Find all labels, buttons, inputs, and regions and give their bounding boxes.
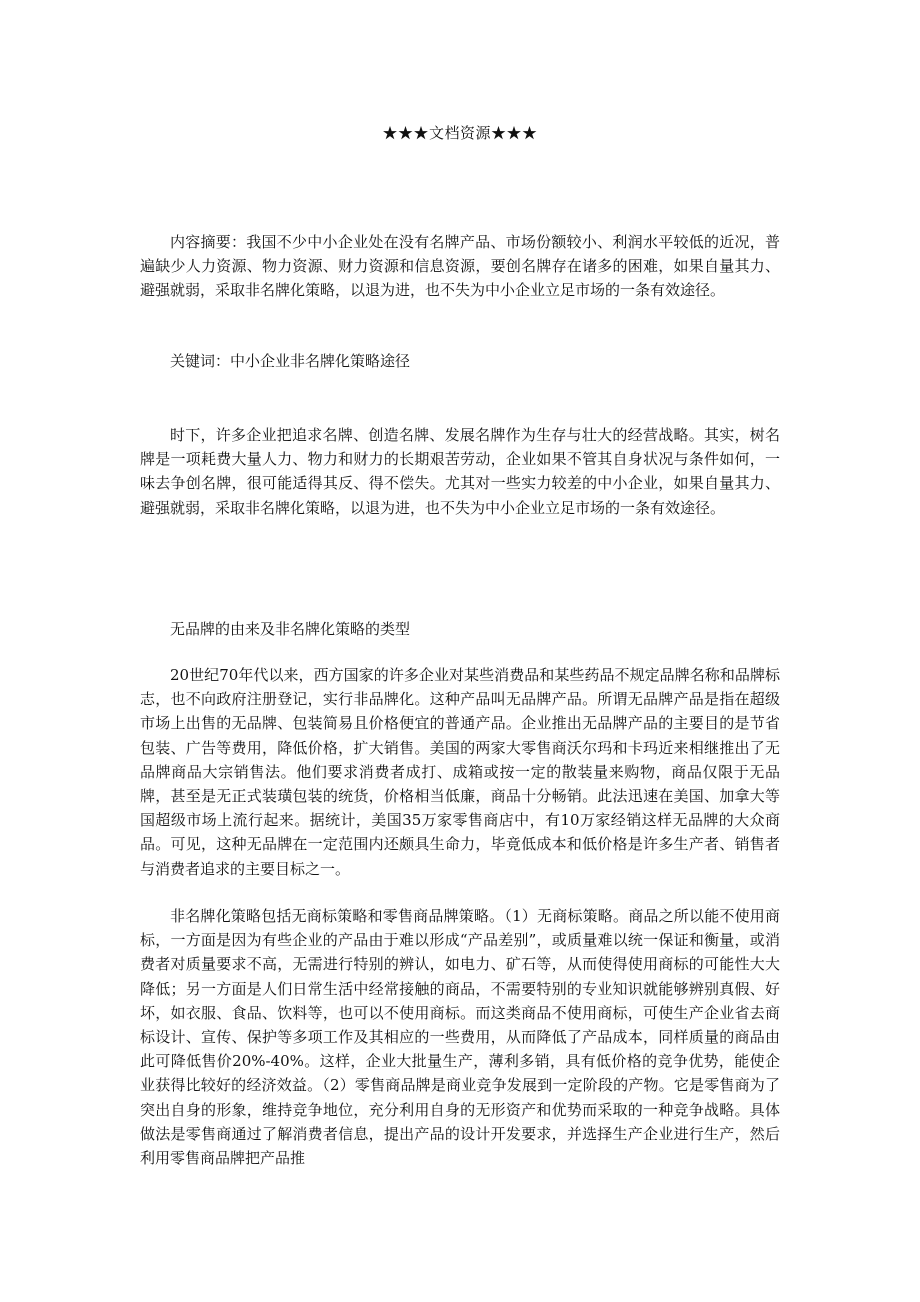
section-heading: 无品牌的由来及非名牌化策略的类型 — [170, 620, 411, 638]
body-paragraph-2: 非名牌化策略包括无商标策略和零售商品牌策略。（1）无商标策略。商品之所以能不使用商标，一方面是因为有些企业的产品由于难以形成“产品差别”，或质量难以统一保证和衡量，或消费者对质量要求不高，无需进行特别的辨认，如电力、矿石等，从而使得使用商标的可能性大大降低；另一方面是人们日常生活中经常接触的商品，不需要特别的专业知识就能够辨别真假、好坏，如衣服、食品、饮料等，也可以不使用商标。而这类商品不使用商标，可使生产企业省去商标设计、宣传、保护等多项工作及其相应的一些费用，从而降低了产品成本，同样质量的商品由此可降低售价20%-40%。这样，企业大批量生产，薄利多销，具有低价格的竞争优势，能使企业获得比较好的经济效益。（2）零售商品牌是商业竞争发展到一定阶段的产物。它是零售商为了突出自身的形象，维持竞争地位，充分利用自身的无形资产和优势而采取的一种竞争战略。具体做法是零售商通过了解消费者信息，提出产品的设计开发要求，并选择生产企业进行生产，然后利用零售商品牌把产品推 — [140, 907, 780, 1168]
keywords-paragraph: 关键词：中小企业非名牌化策略途径 — [170, 352, 411, 370]
document-header: ★★★文档资源★★★ — [382, 124, 538, 142]
document-page — [140, 0, 780, 1302]
intro-paragraph: 时下，许多企业把追求名牌、创造名牌、发展名牌作为生存与壮大的经营战略。其实，树名牌是一项耗费大量人力、物力和财力的长期艰苦劳动，企业如果不管其自身状况与条件如何，一味去争创名牌，很可能适得其反、得不偿失。尤其对一些实力较差的中小企业，如果自量其力、避强就弱，采取非名牌化策略，以退为进，也不失为中小企业立足市场的一条有效途径。 — [140, 426, 780, 517]
body-paragraph-1: 20世纪70年代以来，西方国家的许多企业对某些消费品和某些药品不规定品牌名称和品牌标志，也不向政府注册登记，实行非品牌化。这种产品叫无品牌产品。所谓无品牌产品是指在超级市场上出售的无品牌、包装简易且价格便宜的普通产品。企业推出无品牌产品的主要目的是节省包装、广告等费用，降低价格，扩大销售。美国的两家大零售商沃尔玛和卡玛近来相继推出了无品牌商品大宗销售法。他们要求消费者成打、成箱或按一定的散装量来购物，商品仅限于无品牌，甚至是无正式装璜包装的统货，价格相当低廉，商品十分畅销。此法迅速在美国、加拿大等国超级市场上流行起来。据统计，美国35万家零售商店中，有10万家经销这样无品牌的大众商品。可见，这种无品牌在一定范围内还颇具生命力，毕竟低成本和低价格是许多生产者、销售者与消费者追求的主要目标之一。 — [140, 666, 780, 878]
abstract-paragraph: 内容摘要：我国不少中小企业处在没有名牌产品、市场份额较小、利润水平较低的近况，普遍缺少人力资源、物力资源、财力资源和信息资源，要创名牌存在诸多的困难，如果自量其力、避强就弱，采取非名牌化策略，以退为进，也不失为中小企业立足市场的一条有效途径。 — [140, 233, 780, 300]
